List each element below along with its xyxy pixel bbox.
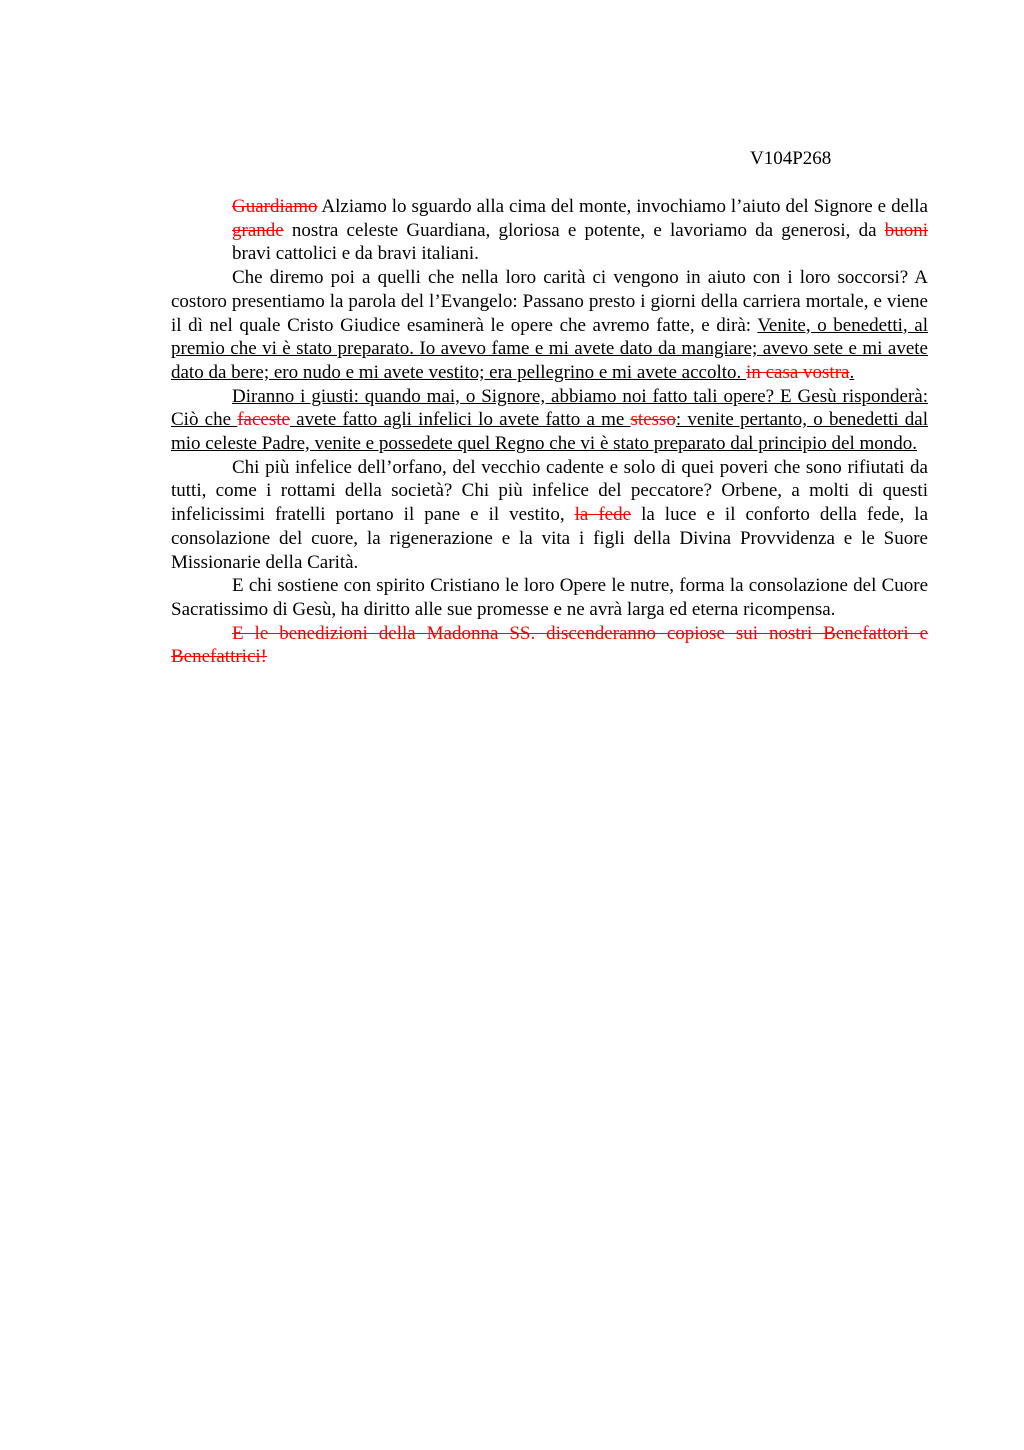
text-segment: Chi più infelice dell’orfano, del vecchio cadente e solo di quei poveri che sono rifiutati da tutti, come i rottami della società? Chi più infelice del peccatore? Orbene, a molti di questi infelicissimi fratelli portano il pane e il vestito, (171, 456, 928, 526)
paragraph-6 (171, 622, 928, 669)
text-segment: Alziamo lo sguardo alla cima del monte, invochiamo l’aiuto del Signore e della (317, 196, 928, 217)
underlined-text: : venite pertanto, o benedetti dal mio celeste Padre, venite e possedete quel Regno che vi è stato preparato dal principio del mondo. (171, 409, 928, 455)
paragraph-3 (171, 385, 928, 456)
underlined-text: Venite, o benedetti, al premio che vi è stato preparato. Io avevo fame e mi avete dato da mangiare; avevo sete e mi avete dato da bere; ero nudo e mi avete vestito; era pellegrino e mi avete accolto. (171, 314, 928, 383)
deleted-text: buoni (884, 219, 928, 241)
deleted-text: stesso (630, 409, 676, 431)
deleted-text: in casa vostra (746, 361, 850, 383)
paragraph-2 (171, 266, 928, 385)
page-identifier: V104P268 (750, 148, 832, 169)
deleted-text: la fede (574, 504, 632, 526)
text-segment: E chi sostiene con spirito Cristiano le loro Opere le nutre, forma la consolazione del Cuore Sacratissimo di Gesù, ha diritto alle sue promesse e ne avrà larga ed eterna ricompensa. (171, 575, 928, 620)
text-segment: Che diremo poi a quelli che nella loro carità ci vengono in aiuto con i loro soccorsi? A costoro presentiamo la parola del l’Evangelo: Passano presto i giorni della carriera mortale, e viene il dì nel quale Cristo Giudice esaminerà le opere che avremo fatte, e dirà: (171, 267, 928, 336)
deleted-text: grande (232, 219, 284, 241)
underlined-text: Diranno i giusti: quando mai, o Signore, abbiamo noi fatto tali opere? E Gesù risponderà: Ciò che (171, 385, 928, 431)
text-segment: la luce e il conforto della fede, la consolazione del cuore, la rigenerazione e la vita i figli della Divina Provvidenza e le Suore Missionarie della Carità. (171, 504, 929, 573)
paragraph-4 (171, 456, 928, 575)
paragraph-5 (171, 574, 928, 621)
text-segment: bravi cattolici e da bravi italiani. (232, 243, 479, 265)
paragraph-1 (232, 195, 928, 266)
document-body (171, 195, 928, 669)
deleted-text: E le benedizioni della Madonna SS. discenderanno copiose sui nostri Benefattori e Benefattrici! (171, 622, 928, 668)
deleted-text: faceste (237, 409, 290, 431)
underlined-text: . (849, 361, 855, 383)
text-segment: nostra celeste Guardiana, gloriosa e potente, e lavoriamo da generosi, da (283, 219, 885, 241)
underlined-text: avete fatto agli infelici lo avete fatto a me (289, 409, 631, 431)
deleted-text: Guardiamo (232, 196, 318, 217)
